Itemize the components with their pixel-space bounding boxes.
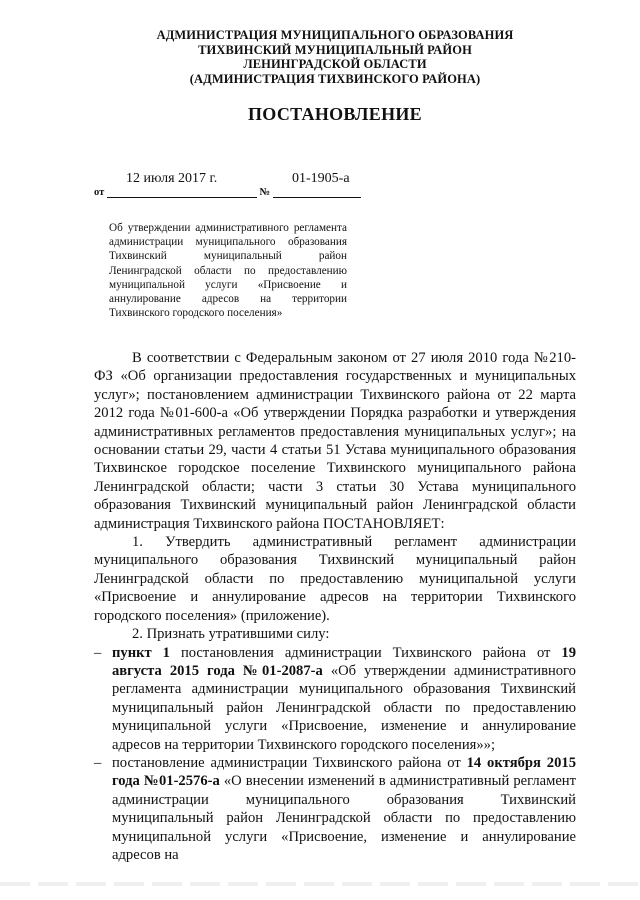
document-date: 12 июля 2017 г. — [126, 171, 218, 186]
number-underline — [273, 189, 361, 198]
document-type-title: ПОСТАНОВЛЕНИЕ — [248, 104, 422, 124]
item-1-paragraph: 1. Утвердить административный регламент администрации муниципального образования Тихвинский муниципальный район Ленинградской области по предоставлению муниципальной услуги «Присвоение и аннулирование адресов на территории Тихвинского городского поселения» (приложение). — [94, 534, 576, 624]
document-number: 01-1905-а — [292, 171, 350, 186]
bold-fragment: 19 августа 2015 года №01-2087-а — [112, 644, 577, 679]
document-body — [94, 349, 576, 864]
from-label: от — [94, 187, 105, 198]
dash-marker: – — [94, 644, 102, 661]
header-line-4: (АДМИНИСТРАЦИЯ ТИХВИНСКОГО РАЙОНА) — [189, 71, 481, 86]
date-underline — [107, 189, 257, 198]
header-line-1: АДМИНИСТРАЦИЯ МУНИЦИПАЛЬНОГО ОБРАЗОВАНИЯ — [156, 28, 514, 42]
preamble-paragraph: В соответствии с Федеральным законом от 27 июля 2010 года №210-ФЗ «Об организации предоставления государственных и муниципальных услуг»; постановлением администрации Тихвинского района от 22 марта 2012 года №01-600-а «Об утверждении Порядка разработки и утверждения административных регламентов предоставления муниципальных услуг»; на основании статьи 29, части 4 статьи 51 Устава муниципального образования Тихвинское городское поселение Тихвинского муниципального района Ленинградской области; части 3 статьи 30 Устава муниципального образования Тихвинский муниципальный район Ленинградской области администрация Тихвинского района ПОСТАНОВЛЯЕТ: — [94, 350, 576, 532]
list-item — [94, 754, 576, 864]
text-fragment: «О внесении изменений в административный регламент администрации муниципального образования Тихвинский муниципальный район Ленинградской области по предоставлению муниципальной услуги «Присвоение, изменение и аннулирование адресов на — [112, 773, 576, 863]
date-number-line — [94, 187, 361, 198]
text-fragment: «Об утверждении административного регламента администрации муниципального образования Тихвинский муниципальный район Ленинградской области по предоставлению муниципальной услуги «Присвоение, изменение и аннулирование адресов на территории Тихвинского городского поселения»»; — [112, 662, 576, 753]
dash-marker: – — [94, 754, 102, 771]
number-label: № — [259, 187, 271, 198]
bold-fragment: 14 октября 2015 года №01-2576-а — [112, 754, 576, 790]
header-line-3: ЛЕНИНГРАДСКОЙ ОБЛАСТИ — [243, 57, 427, 71]
text-fragment: постановление администрации Тихвинского района от — [112, 754, 467, 771]
bold-fragment: пункт 1 — [112, 644, 170, 661]
text-fragment: постановления администрации Тихвинского района от — [169, 644, 562, 661]
header-line-2: ТИХВИНСКИЙ МУНИЦИПАЛЬНЫЙ РАЙОН — [198, 42, 472, 57]
issuer-header — [120, 28, 550, 86]
item-2-paragraph: 2. Признать утратившими силу: — [132, 626, 330, 643]
document-subject: Об утверждении административного регламента администрации муниципального образования Тихвинский муниципальный район Ленинградской области по предоставлению муниципальной услуги «Присвоение и аннулирование адресов на территории Тихвинского городского поселения» — [109, 222, 347, 320]
list-item — [94, 644, 576, 754]
scan-artifact — [0, 882, 640, 886]
